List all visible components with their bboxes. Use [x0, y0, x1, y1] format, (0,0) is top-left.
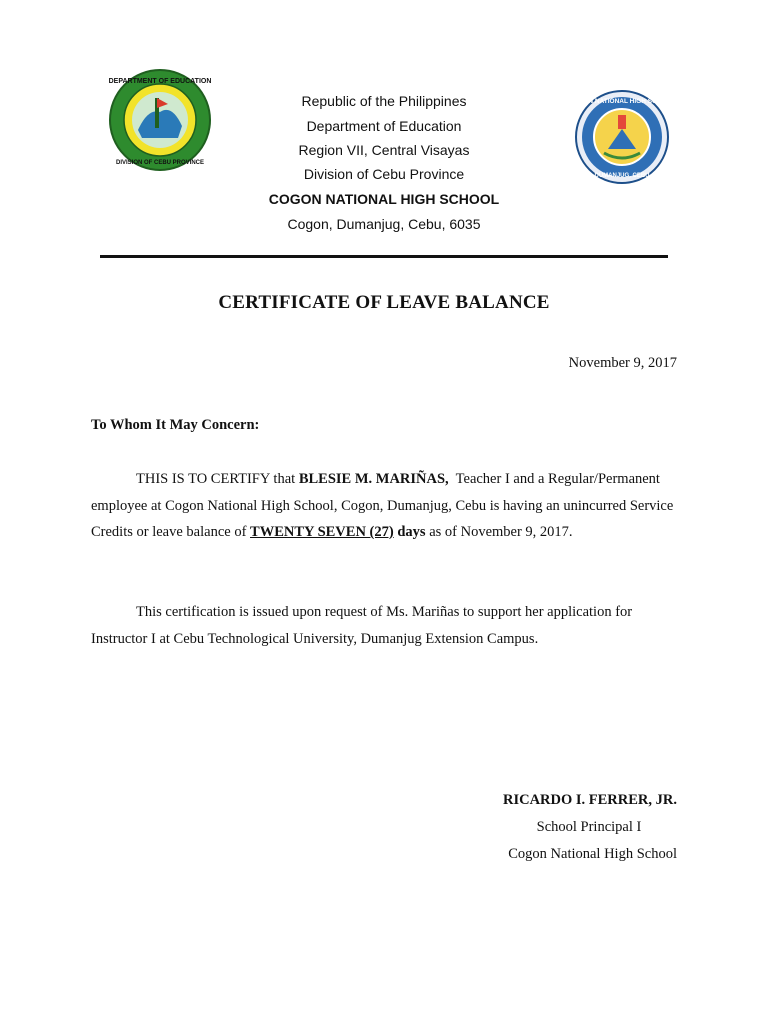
document-date: November 9, 2017: [568, 355, 677, 371]
signatory-position: School Principal I: [536, 819, 642, 835]
svg-text:DEPARTMENT OF EDUCATION: DEPARTMENT OF EDUCATION: [108, 78, 212, 85]
signatory-name: RICARDO I. FERRER, JR.: [502, 792, 677, 808]
svg-text:COGON NATIONAL HIGH SCHOOL: COGON NATIONAL HIGH SCHOOL: [568, 98, 676, 105]
header-republic: Republic of the Philippines: [301, 93, 467, 109]
certification-paragraph: [91, 466, 679, 546]
salutation: To Whom It May Concern:: [91, 417, 260, 433]
signatory-office: Cogon National High School: [508, 846, 677, 862]
leave-balance-unit: days: [393, 524, 426, 540]
header-divider: [100, 255, 668, 258]
header-region: Region VII, Central Visayas: [298, 142, 470, 158]
svg-text:DIVISION OF CEBU PROVINCE: DIVISION OF CEBU PROVINCE: [115, 160, 205, 166]
header-department: Department of Education: [306, 118, 462, 134]
document-title: CERTIFICATE OF LEAVE BALANCE: [218, 292, 550, 313]
header-address: Cogon, Dumanjug, Cebu, 6035: [287, 216, 481, 232]
purpose-text: This certification is issued upon request of Ms. Mariñas to support her application for Instructor I at Cebu Technological University, Dumanjug Extension Campus.: [91, 604, 633, 647]
leave-balance: TWENTY SEVEN (27): [250, 524, 394, 540]
svg-text:DUMANJUG, CEBU: DUMANJUG, CEBU: [594, 173, 650, 179]
as-of-date: as of November 9, 2017.: [425, 524, 573, 540]
header-school-name: COGON NATIONAL HIGH SCHOOL: [268, 191, 500, 207]
purpose-paragraph: [91, 599, 679, 652]
header-division: Division of Cebu Province: [303, 166, 465, 182]
certification-lead: THIS IS TO CERTIFY that: [136, 471, 299, 487]
employee-name: BLESIE M. MARIÑAS,: [298, 471, 449, 487]
employee-details: Teacher I and a Regular/Permanent employee at Cogon National High School, Cogon, Dumanjug, Cebu is having an unincurred Service Credits or leave balance of: [91, 471, 677, 540]
